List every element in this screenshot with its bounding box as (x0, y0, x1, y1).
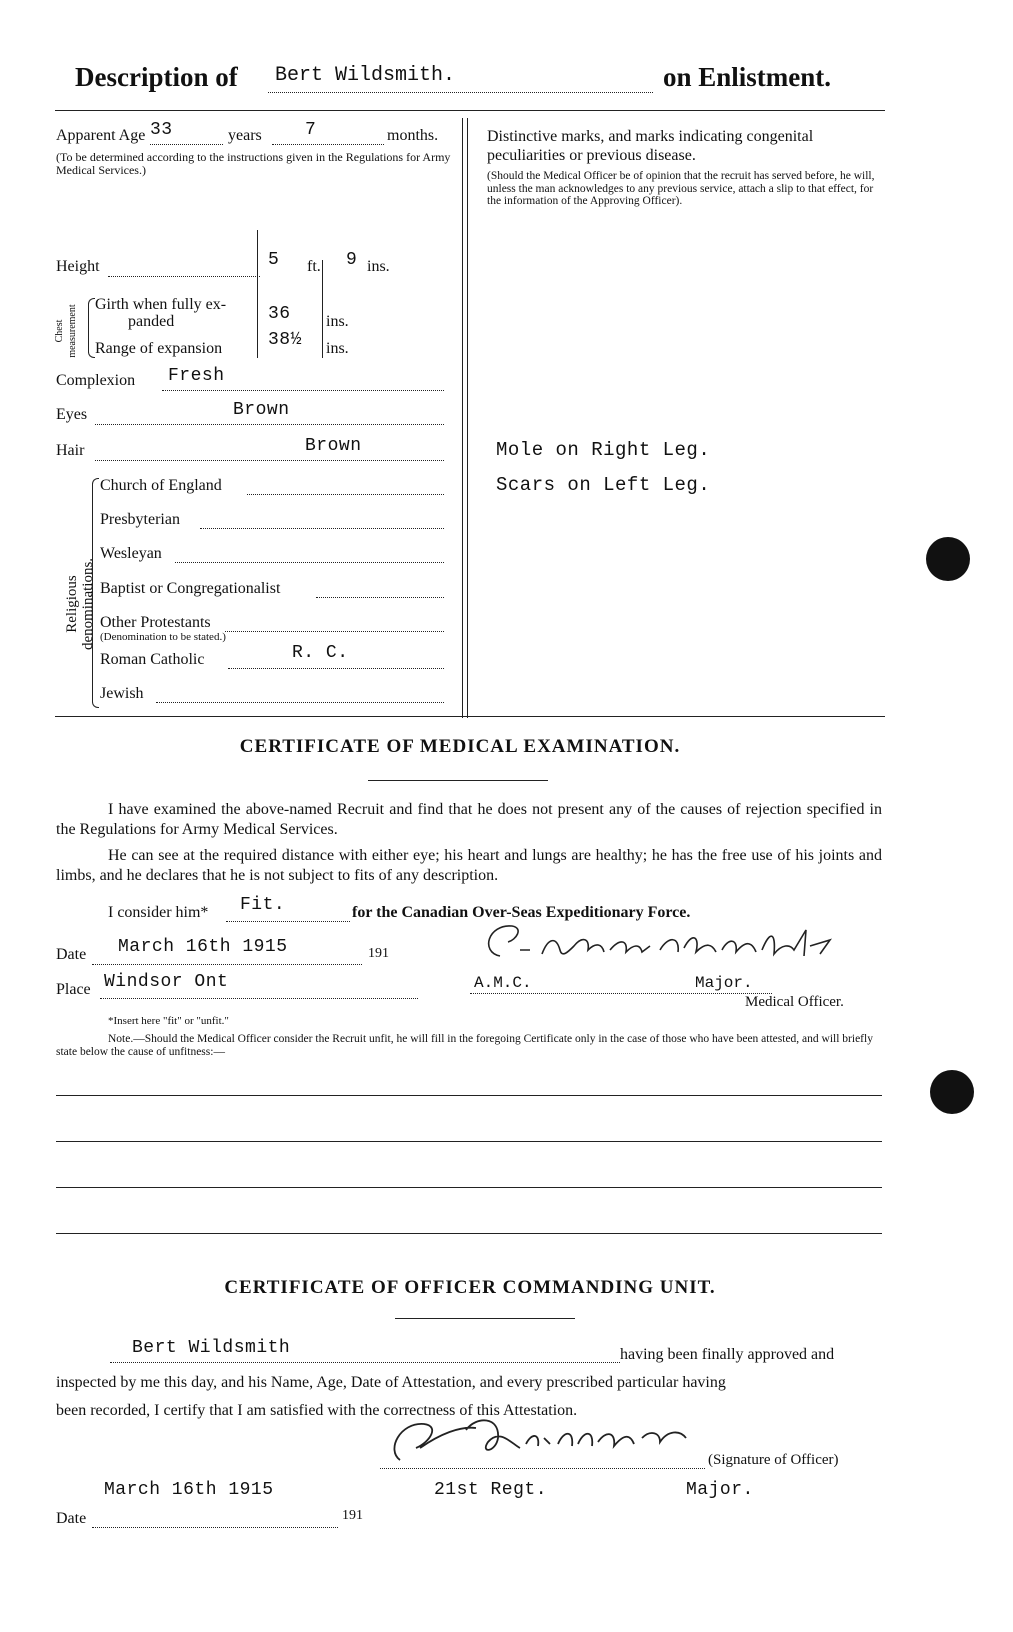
age-note: (To be determined according to the instructions given in the Regulations for Army Medical Services.) (56, 150, 451, 177)
complexion-value: Fresh (168, 366, 225, 386)
unfitness-line (56, 1141, 882, 1142)
complexion-line (162, 390, 444, 391)
section-border (55, 716, 885, 717)
medical-date-value: March 16th 1915 (118, 937, 288, 957)
age-years-value: 33 (150, 120, 173, 140)
religion-item-line (200, 528, 444, 529)
complexion-label: Complexion (56, 372, 136, 389)
chest-girth-value: 36 (268, 304, 291, 324)
medical-heading: CERTIFICATE OF MEDICAL EXAMINATION. (239, 736, 681, 757)
height-box-left (257, 230, 258, 358)
commanding-heading-rule (395, 1318, 575, 1319)
medical-place-line (100, 998, 418, 999)
religion-jewish-line (156, 702, 444, 703)
header-prefix: Description of (75, 62, 238, 92)
height-ft-label: ft. (307, 258, 321, 275)
religion-item-line (247, 494, 444, 495)
religion-jewish-label: Jewish (100, 685, 144, 702)
religion-side-label: Religious denominations. (64, 557, 96, 651)
medical-consider-suffix: for the Canadian Over-Seas Expeditionary Force. (352, 904, 691, 921)
medical-officer-signature (470, 916, 890, 972)
chest-girth-ins: ins. (326, 313, 349, 330)
religion-rc-line (228, 668, 444, 669)
height-box-right (322, 260, 323, 358)
marks-heading: Distinctive marks, and marks indicating congenital peculiarities or previous disease. (487, 128, 814, 164)
age-months-line (272, 144, 384, 145)
medical-consider-line (226, 921, 350, 922)
commanding-text-2: inspected by me this day, and his Name, Age, Date of Attestation, and every prescribed particular having (56, 1374, 726, 1391)
medical-para-2: He can see at the required distance with either eye; his heart and lungs are healthy; he has the free use of his joints and limbs, and he declares that he is not subject to fits of any description. (56, 847, 882, 884)
chest-brace (88, 298, 95, 358)
chest-girth-label-1: Girth when fully ex- (95, 296, 227, 313)
top-border (55, 110, 885, 111)
age-years-label: years (228, 127, 262, 144)
commanding-name-line (110, 1362, 620, 1363)
marks-line-1: Mole on Right Leg. (496, 439, 711, 461)
hair-label: Hair (56, 442, 85, 459)
commanding-date-line (92, 1527, 338, 1528)
eyes-line (95, 424, 444, 425)
medical-place-value: Windsor Ont (104, 972, 229, 992)
religion-brace (92, 478, 99, 708)
commanding-text-3: been recorded, I certify that I am satisfied with the correctness of this Attestation. (56, 1402, 578, 1419)
unfitness-line (56, 1095, 882, 1096)
religion-item-line (316, 597, 444, 598)
medical-para-1: I have examined the above-named Recruit and find that he does not present any of the causes of rejection specified in the Regulations for Army Medical Services. (56, 801, 882, 838)
medical-year-label: 191 (368, 946, 389, 961)
header-suffix: on Enlistment. (663, 62, 832, 92)
commanding-date-label: Date (56, 1510, 87, 1527)
medical-note: Note.—Should the Medical Officer consider the Recruit unfit, he will fill in the foregoing Certificate only in the case of those who have been attested, and will briefly state below the cause of unfitness:— (56, 1033, 873, 1058)
punch-hole (926, 537, 970, 581)
commanding-year-label: 191 (342, 1508, 363, 1523)
commanding-name: Bert Wildsmith (132, 1338, 291, 1358)
medical-footnote: *Insert here "fit" or "unfit." (108, 1015, 229, 1027)
commanding-officer-signature (380, 1408, 720, 1468)
medical-amc-line (470, 993, 772, 994)
medical-place-label: Place (56, 981, 91, 998)
column-divider (462, 118, 463, 718)
commanding-signature-label: (Signature of Officer) (708, 1452, 839, 1468)
commanding-date-value: March 16th 1915 (104, 1480, 274, 1500)
medical-amc: A.M.C. (474, 974, 532, 992)
medical-consider-value: Fit. (240, 895, 286, 915)
header-name: Bert Wildsmith. (275, 64, 456, 87)
column-divider-2 (467, 118, 468, 718)
religion-item: Church of England (100, 477, 222, 494)
hair-value: Brown (305, 436, 362, 456)
marks-line-2: Scars on Left Leg. (496, 474, 711, 496)
medical-officer-label: Medical Officer. (745, 994, 844, 1010)
medical-date-line (92, 964, 362, 965)
medical-consider-prefix: I consider him* (108, 904, 209, 921)
commanding-heading: CERTIFICATE OF OFFICER COMMANDING UNIT. (224, 1277, 716, 1298)
chest-range-label: Range of expansion (95, 340, 223, 357)
chest-range-value: 38½ (268, 330, 302, 350)
religion-rc-label: Roman Catholic (100, 651, 205, 668)
religion-item-line (175, 562, 444, 563)
commanding-signature-line (380, 1468, 705, 1469)
age-months-label: months. (387, 127, 439, 144)
hair-line (95, 460, 444, 461)
religion-item: Other Protestants (100, 614, 211, 631)
religion-denomination-note: (Denomination to be stated.) (100, 631, 226, 643)
eyes-label: Eyes (56, 406, 88, 423)
religion-item: Baptist or Congregationalist (100, 580, 281, 597)
religion-item: Wesleyan (100, 545, 162, 562)
unfitness-line (56, 1233, 882, 1234)
commanding-rank: Major. (686, 1480, 754, 1500)
commanding-text-1: having been finally approved and (620, 1346, 835, 1363)
religion-item: Presbyterian (100, 511, 180, 528)
height-inches: 9 (346, 250, 358, 270)
eyes-value: Brown (233, 400, 290, 420)
age-years-line (150, 144, 223, 145)
punch-hole (930, 1070, 974, 1114)
medical-rank: Major. (695, 974, 753, 992)
unfitness-line (56, 1187, 882, 1188)
religion-item-line (225, 631, 444, 632)
height-feet: 5 (268, 250, 280, 270)
chest-range-ins: ins. (326, 340, 349, 357)
header-name-line (268, 92, 653, 93)
height-dots (108, 276, 260, 277)
chest-side-label: Chest measurement (54, 304, 78, 358)
marks-note: (Should the Medical Officer be of opinion that the recruit has served before, he will, unless the man acknowledges to any previous service, attach a slip to that effect, for the information of the Approving Officer). (487, 170, 875, 207)
medical-date-label: Date (56, 946, 87, 963)
commanding-regiment: 21st Regt. (434, 1480, 548, 1500)
height-label: Height (56, 258, 100, 275)
chest-girth-label-2: panded (128, 313, 175, 330)
age-months-value: 7 (305, 120, 317, 140)
height-ins-label: ins. (367, 258, 390, 275)
age-label: Apparent Age (56, 127, 146, 144)
religion-rc-value: R. C. (292, 643, 349, 663)
medical-heading-rule (368, 780, 548, 781)
